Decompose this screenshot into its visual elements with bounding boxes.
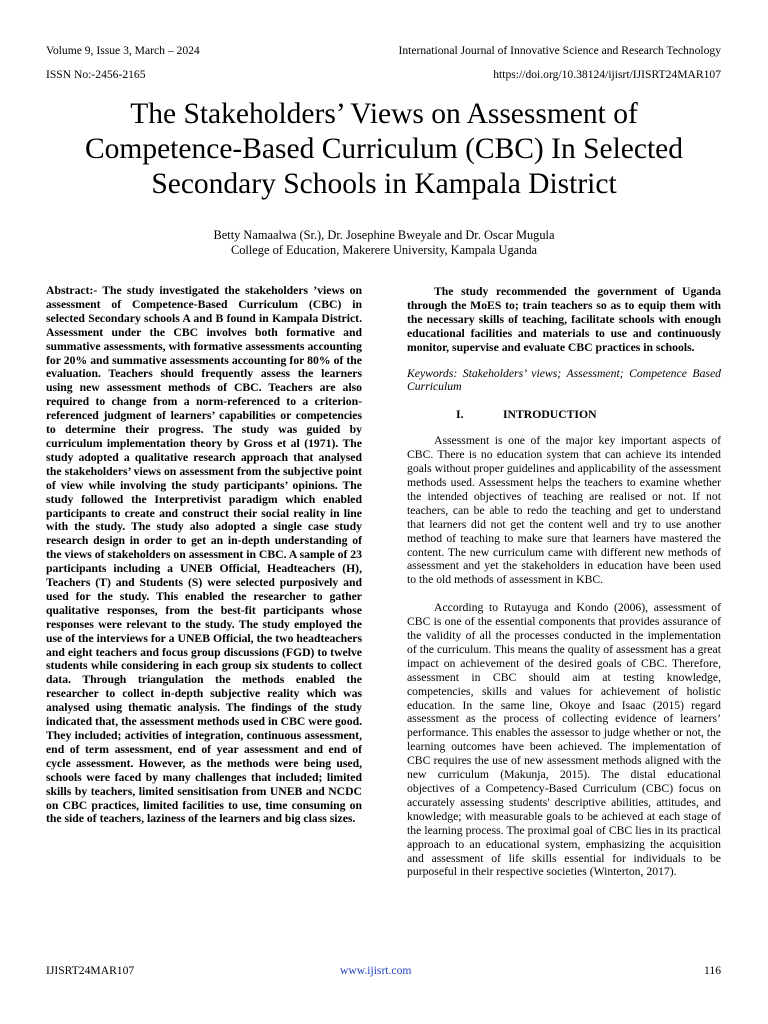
volume-info: Volume 9, Issue 3, March – 2024 bbox=[46, 44, 200, 57]
intro-paragraph-1: Assessment is one of the major key important aspects of CBC. There is no education system that can achieve its intended goals without proper guidelines and applicability of the assessment methods used. Assessment helps the teachers to examine whether the intended objectives of teaching are realised or not. If not teachers, can be able to redo the teaching and get to understand that learners did not get the content well and try to use another method of teaching to make sure that learners have mastered the content. The new curriculum came with different new methods of assessment and yet the stakeholders in education have been used to the old methods of assessment in KBC. bbox=[407, 434, 721, 587]
doi-link[interactable]: https://doi.org/10.38124/ijisrt/IJISRT24MAR107 bbox=[493, 68, 721, 81]
left-column bbox=[46, 284, 362, 826]
paper-title bbox=[40, 97, 728, 202]
keywords-text: Stakeholders’ views; Assessment; Competence Based Curriculum bbox=[407, 366, 721, 394]
author-affiliation: College of Education, Makerere University, Kampala Uganda bbox=[230, 243, 538, 257]
author-names: Betty Namaalwa (Sr.), Dr. Josephine Bweyale and Dr. Oscar Mugula bbox=[213, 228, 555, 242]
right-column bbox=[407, 285, 721, 879]
keywords bbox=[407, 367, 721, 395]
footer-website-link[interactable]: www.ijisrt.com bbox=[340, 964, 412, 977]
section-title: INTRODUCTION bbox=[503, 408, 597, 422]
title-line-2: Competence-Based Curriculum (CBC) In Selected bbox=[84, 133, 684, 165]
author-block bbox=[0, 228, 768, 258]
title-line-1: The Stakeholders’ Views on Assessment of bbox=[130, 98, 638, 130]
title-line-3: Secondary Schools in Kampala District bbox=[151, 168, 617, 200]
footer-code: IJISRT24MAR107 bbox=[46, 964, 135, 977]
abstract-recommendation: The study recommended the government of Uganda through the MoES to; train teachers so as to equip them with the necessary skills of teaching, facilitate schools with enough educational facilities and materials to use and continuously monitor, supervise and evaluate CBC practices in schools. bbox=[407, 285, 721, 354]
keywords-label: Keywords: bbox=[407, 366, 458, 380]
journal-name: International Journal of Innovative Science and Research Technology bbox=[398, 44, 721, 57]
section-number: I. bbox=[456, 408, 464, 422]
intro-paragraph-2: According to Rutayuga and Kondo (2006), assessment of CBC is one of the essential components that provides assurance of the validity of all the processes conducted in the implementation of the curriculum. This means the quality of assessment has a great impact on achievement of the desired goals of CBC. Therefore, assessment in CBC should aim at testing knowledge, competencies, skills and values for achievement of holistic education. In the same line, Okoye and Isaac (2015) regard assessment as the process of collecting evidence of learners’ performance. This enables the assessor to judge whether or not, the learning outcomes have been achieved. The implementation of CBC requires the use of new assessment methods aligned with the new curriculum (Makunja, 2015). The distal educational objectives of a Competency-Based Curriculum (CBC) focus on accurately assessing students' descriptive abilities, attitudes, and knowledge; with measurable goals to be achieved at each stage of the learning process. The proximal goal of CBC lies in its practical approach to an educational system, emphasizing the acquisition and assessment of life skills essential for individuals to be purposeful in their respective societies (Winterton, 2017). bbox=[407, 601, 721, 879]
issn: ISSN No:-2456-2165 bbox=[46, 68, 146, 81]
section-heading-introduction bbox=[407, 408, 721, 422]
abstract-text: Abstract:- The study investigated the stakeholders ’views on assessment of Competence-Based Curriculum (CBC) in selected Secondary schools A and B found in Kampala District. Assessment under the CBC involves both formative and summative assessments, with formative assessments accounting for 20% and summative assessments accounting for 80% of the evaluation. Teachers should frequently assess the learners using new assessment methods of CBC. Teachers are also required to change from a norm-referenced to a criterion-referenced judgment of learners’ capabilities or competencies to determine their progress. The study was guided by curriculum implementation theory by Gross et al (1971). The study adopted a qualitative research approach that analysed the stakeholders’ views on assessment from the subjective point of view while involving the study participants’ opinions. The study followed the Interpretivist paradigm which enabled participants to create and construct their social reality in line with the study. The study also adopted a single case study research design in order to get an in-depth understanding of the views of stakeholders on assessment in CBC. A sample of 23 participants including a UNEB Official, Headteachers (H), Teachers (T) and Students (S) were selected purposively and used for the study. This enabled the researcher to gather qualitative responses, from the best-fit participants whose responses were relevant to the study. The study employed the use of the interviews for a UNEB Official, the two headteachers and eight teachers and focus group discussions (FGD) to twelve students while considering in each group six students to collect data. Through triangulation the methods enabled the researcher to collect in-depth subjective reality which was analysed using thematic analysis. The findings of the study indicated that, the assessment methods used in CBC were good. They included; activities of integration, continuous assessment, end of term assessment, end of year assessment and end of cycle assessment. However, as the methods were being used, schools were faced by many challenges that included; limited skills by teachers, limited sensitisation from UNEB and NCDC on CBC practices, limited facilities to use, time consuming on the side of teachers, laziness of the learners and big class sizes. bbox=[46, 284, 362, 826]
footer-page-number: 116 bbox=[704, 964, 721, 977]
